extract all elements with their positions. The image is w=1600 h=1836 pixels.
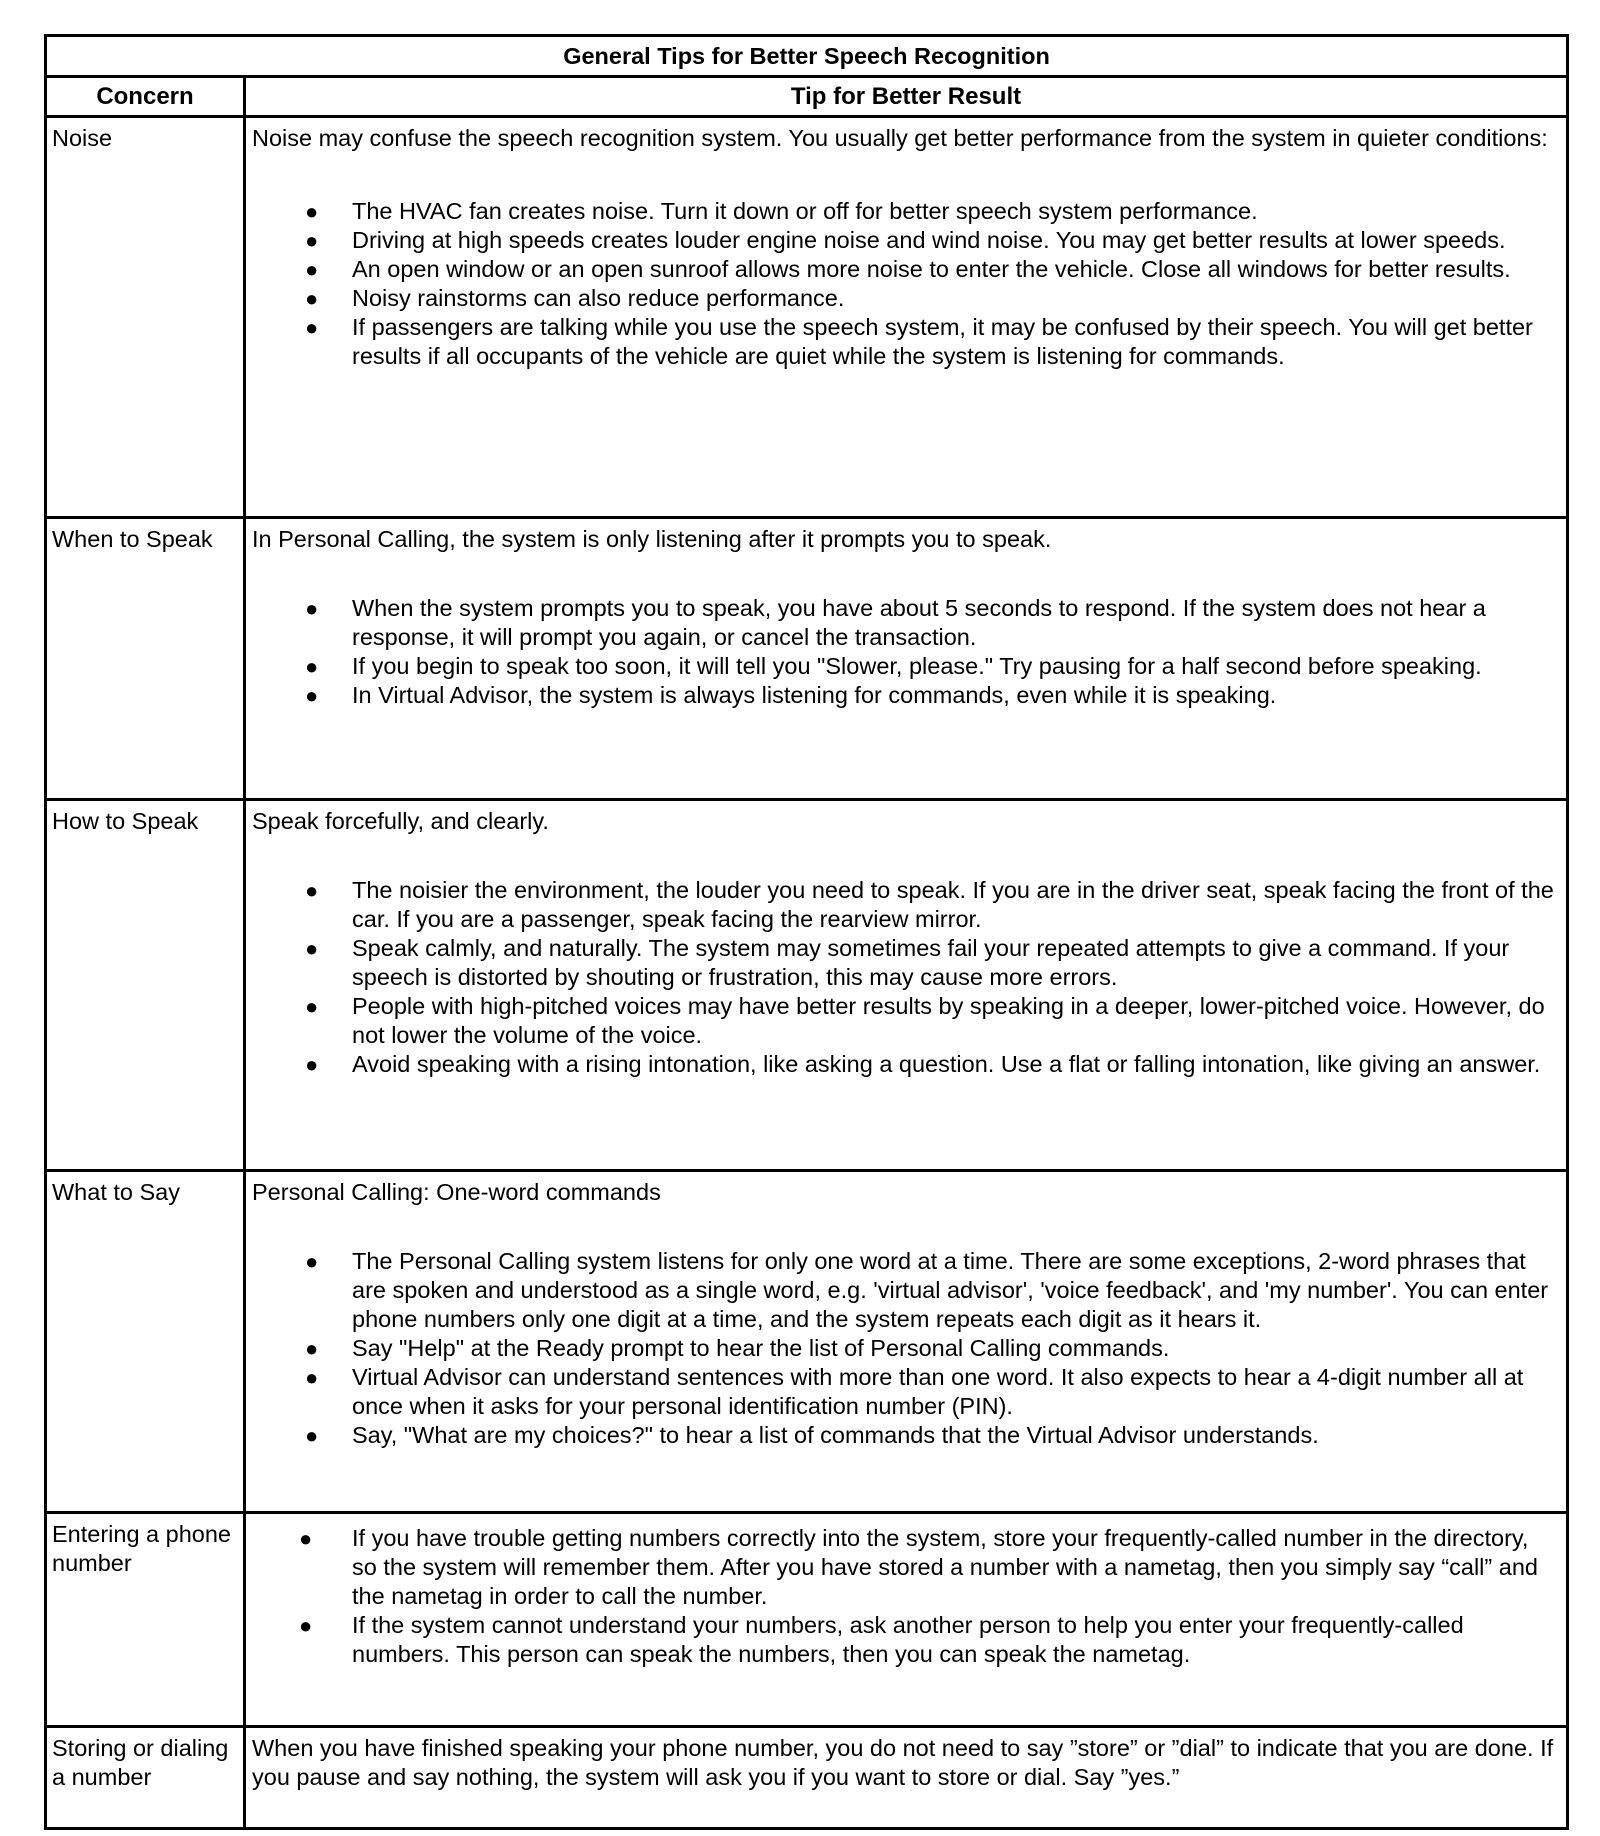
tip-list — [252, 197, 1558, 371]
tip-intro: Personal Calling: One-word commands — [252, 1179, 661, 1205]
tip-cell — [245, 117, 1568, 518]
column-header-tip: Tip for Better Result — [245, 77, 1568, 117]
bullet-icon: ● — [299, 1613, 313, 1638]
list-item: ● Virtual Advisor can understand sentences with more than one word. It also expects to hear a 4-digit number all at once when it asks for your personal identification number (PIN). — [305, 1364, 1524, 1419]
table-row — [46, 1513, 1568, 1727]
column-header-concern: Concern — [46, 77, 245, 117]
list-item: ● Say "Help" at the Ready prompt to hear the list of Personal Calling commands. — [305, 1335, 1170, 1361]
list-item: ● The noisier the environment, the louder you need to speak. If you are in the driver seat, speak facing the front of the car. If you are a passenger, speak facing the rearview mirror. — [305, 877, 1554, 932]
list-item: ● If passengers are talking while you use the speech system, it may be confused by their speech. You will get better results if all occupants of the vehicle are quiet while the system is listening for commands. — [305, 314, 1533, 369]
table-title: General Tips for Better Speech Recognition — [46, 36, 1568, 77]
bullet-icon: ● — [305, 1249, 319, 1274]
bullet-icon: ● — [305, 1336, 319, 1361]
list-item: ● Avoid speaking with a rising intonation, like asking a question. Use a flat or falling intonation, like giving an answer. — [305, 1051, 1541, 1077]
tip-cell — [245, 1171, 1568, 1513]
list-item: ● The Personal Calling system listens for only one word at a time. There are some exceptions, 2-word phrases that are spoken and understood as a single word, e.g. 'virtual advisor', 'voice feedback', and 'my number'. You can enter phone numbers only one digit at a time, and the system repeats each digit as it hears it. — [305, 1248, 1549, 1332]
bullet-icon: ● — [305, 1423, 319, 1448]
bullet-icon: ● — [305, 878, 319, 903]
concern-cell: Storing or dialing a number — [46, 1727, 245, 1829]
bullet-icon: ● — [305, 1365, 319, 1390]
bullet-icon: ● — [305, 654, 319, 679]
tip-list — [252, 876, 1558, 1079]
concern-cell: How to Speak — [46, 800, 245, 1171]
tip-intro: When you have finished speaking your phone number, you do not need to say ”store” or ”dial” to indicate that you are done. If you pause and say nothing, the system will ask you if you want to store or dial. Say ”yes.” — [252, 1735, 1554, 1790]
list-item: ● An open window or an open sunroof allows more noise to enter the vehicle. Close all windows for better results. — [305, 256, 1511, 282]
bullet-icon: ● — [299, 1526, 313, 1551]
concern-cell: When to Speak — [46, 518, 245, 800]
bullet-icon: ● — [305, 994, 319, 1019]
table-row — [46, 1727, 1568, 1829]
bullet-icon: ● — [305, 315, 319, 340]
list-item: ● Driving at high speeds creates louder engine noise and wind noise. You may get better results at lower speeds. — [305, 227, 1506, 253]
tip-cell — [245, 1727, 1568, 1829]
list-item: ● If you have trouble getting numbers correctly into the system, store your frequently-called number in the directory, so the system will remember them. After you have stored a number with a nametag, then you simply say “call” and the nametag in order to call the number. — [299, 1525, 1538, 1609]
tip-list — [252, 1524, 1558, 1669]
list-item: ● The HVAC fan creates noise. Turn it down or off for better speech system performance. — [305, 198, 1258, 224]
list-item: ● If the system cannot understand your numbers, ask another person to help you enter your frequently-called numbers. This person can speak the numbers, then you can speak the nametag. — [299, 1612, 1464, 1667]
table-row — [46, 518, 1568, 800]
bullet-icon: ● — [305, 936, 319, 961]
tip-cell — [245, 518, 1568, 800]
bullet-icon: ● — [305, 286, 319, 311]
list-item: ● In Virtual Advisor, the system is always listening for commands, even while it is speaking. — [305, 682, 1277, 708]
list-item: ● Say, "What are my choices?" to hear a list of commands that the Virtual Advisor understands. — [305, 1422, 1319, 1448]
bullet-icon: ● — [305, 257, 319, 282]
speech-tips-table — [44, 34, 1569, 1830]
tip-list — [252, 594, 1558, 710]
concern-cell: What to Say — [46, 1171, 245, 1513]
list-item: ● Speak calmly, and naturally. The system may sometimes fail your repeated attempts to give a command. If your speech is distorted by shouting or frustration, this may cause more errors. — [305, 935, 1510, 990]
list-item: ● People with high-pitched voices may have better results by speaking in a deeper, lower-pitched voice. However, do not lower the volume of the voice. — [305, 993, 1545, 1048]
concern-cell: Noise — [46, 117, 245, 518]
bullet-icon: ● — [305, 199, 319, 224]
concern-cell: Entering a phone number — [46, 1513, 245, 1727]
bullet-icon: ● — [305, 683, 319, 708]
tip-cell — [245, 1513, 1568, 1727]
bullet-icon: ● — [305, 228, 319, 253]
list-item: ● Noisy rainstorms can also reduce performance. — [305, 285, 845, 311]
bullet-icon: ● — [305, 596, 319, 621]
tip-intro: Speak forcefully, and clearly. — [252, 808, 549, 834]
table-row — [46, 800, 1568, 1171]
tip-list — [252, 1247, 1558, 1450]
tip-intro: Noise may confuse the speech recognition system. You usually get better performance from the system in quieter conditions: — [252, 125, 1548, 151]
table-row — [46, 117, 1568, 518]
tip-intro: In Personal Calling, the system is only listening after it prompts you to speak. — [252, 526, 1052, 552]
list-item: ● If you begin to speak too soon, it will tell you "Slower, please." Try pausing for a half second before speaking. — [305, 653, 1482, 679]
table-row — [46, 1171, 1568, 1513]
bullet-icon: ● — [305, 1052, 319, 1077]
tip-cell — [245, 800, 1568, 1171]
list-item: ● When the system prompts you to speak, you have about 5 seconds to respond. If the system does not hear a response, it will prompt you again, or cancel the transaction. — [305, 595, 1486, 650]
